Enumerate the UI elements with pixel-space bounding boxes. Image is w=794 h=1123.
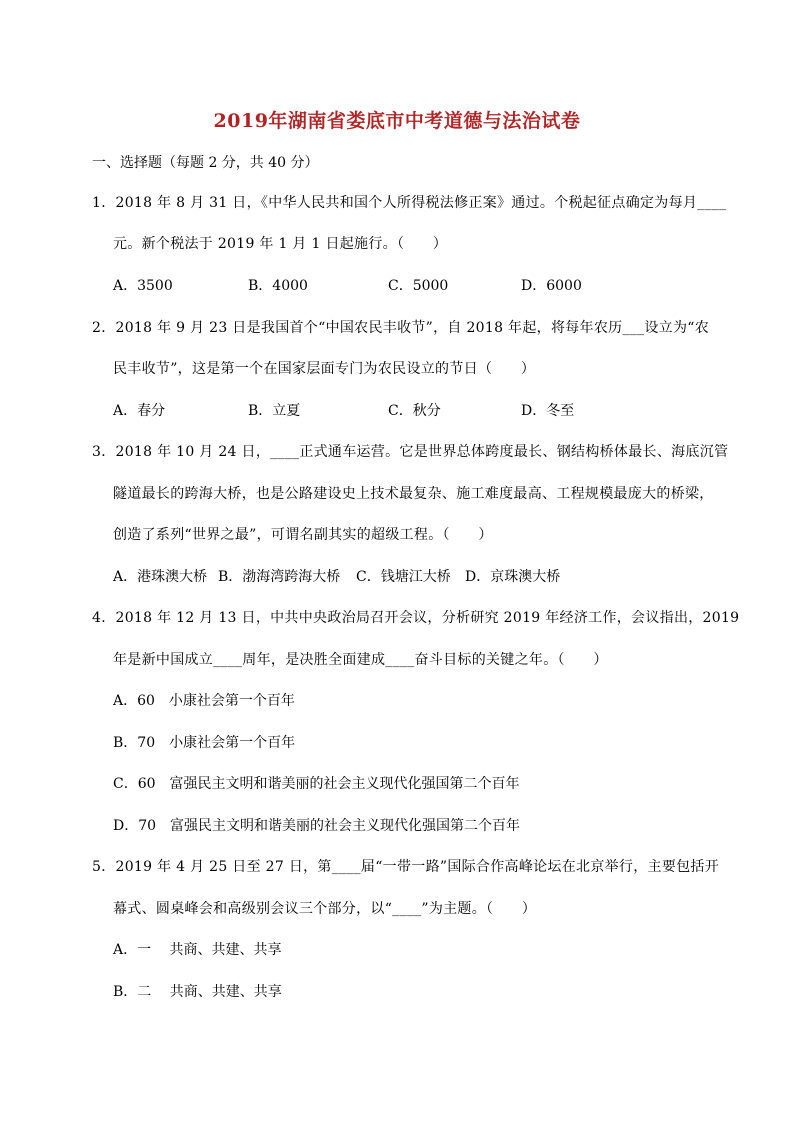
question-2-option-c: C．秋分 [388, 403, 441, 419]
question-2-line-2: 民丰收节”，这是第一个在国家层面专门为农民设立的节日（ ） [113, 361, 536, 377]
question-2-option-b: B．立夏 [248, 403, 301, 419]
question-2-option-d: D．冬至 [521, 403, 575, 419]
question-5-line-2: 幕式、圆桌峰会和高级别会议三个部分，以“____”为主题。（ ） [113, 901, 537, 917]
question-4-line-2: 年是新中国成立____周年，是决胜全面建成____奋斗目标的关键之年。（ ） [113, 652, 608, 668]
question-4-line-1: 4．2018 年 12 月 13 日，中共中央政治局召开会议，分析研究 2019 年经济工作，会议指出，2019 [92, 610, 740, 626]
question-3-option-b: B．渤海湾跨海大桥 [218, 569, 341, 585]
question-5-option-a: A．一 共商、共建、共享 [113, 942, 282, 958]
question-1-line-1: 1．2018 年 8 月 31 日，《中华人民共和国个人所得税法修正案》通过。个税起征点确定为每月____ [92, 195, 727, 211]
section-heading: 一、选择题（每题 2 分，共 40 分） [92, 155, 319, 171]
question-5-option-b: B．二 共商、共建、共享 [113, 984, 282, 1000]
question-3-option-d: D．京珠澳大桥 [465, 569, 561, 585]
question-3-line-1: 3．2018 年 10 月 24 日，____正式通车运营。它是世界总体跨度最长、钢结构桥体最长、海底沉管 [92, 444, 729, 460]
question-1-option-d: D．6000 [521, 278, 582, 294]
question-1-line-2: 元。新个税法于 2019 年 1 月 1 日起施行。（ ） [113, 236, 448, 252]
question-3-option-c: C．钱塘江大桥 [356, 569, 451, 585]
question-3-option-a: A．港珠澳大桥 [113, 569, 208, 585]
question-1-option-c: C．5000 [388, 278, 449, 294]
question-1-option-b: B．4000 [248, 278, 308, 294]
question-4-option-b: B．70 小康社会第一个百年 [113, 735, 296, 751]
question-4-option-c: C．60 富强民主文明和谐美丽的社会主义现代化强国第二个百年 [113, 776, 520, 792]
question-5-line-1: 5．2019 年 4 月 25 日至 27 日，第____届“一带一路”国际合作高峰论坛在北京举行，主要包括开 [92, 859, 720, 875]
question-2-line-1: 2．2018 年 9 月 23 日是我国首个“中国农民丰收节”，自 2018 年起，将每年农历___设立为“农 [92, 320, 710, 336]
question-4-option-a: A．60 小康社会第一个百年 [113, 693, 295, 709]
question-3-line-2: 隧道最长的跨海大桥，也是公路建设史上技术最复杂、施工难度最高、工程规模最庞大的桥梁， [113, 486, 714, 502]
question-3-line-3: 创造了系列“世界之最”，可谓名副其实的超级工程。（ ） [113, 527, 493, 543]
question-2-option-a: A．春分 [113, 403, 166, 419]
question-4-option-d: D．70 富强民主文明和谐美丽的社会主义现代化强国第二个百年 [113, 818, 521, 834]
exam-title: 2019年湖南省娄底市中考道德与法治试卷 [213, 110, 581, 132]
question-1-option-a: A．3500 [113, 278, 173, 294]
